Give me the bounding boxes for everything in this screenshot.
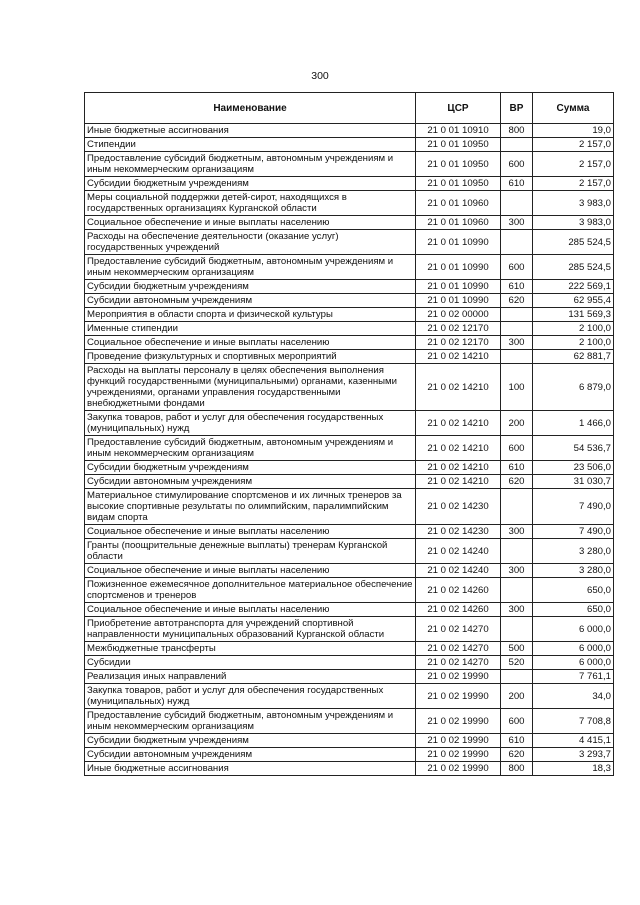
row-csr-cell: 21 0 02 14210 bbox=[416, 475, 501, 489]
row-sum-cell: 2 100,0 bbox=[533, 336, 614, 350]
row-sum-cell: 3 983,0 bbox=[533, 216, 614, 230]
header-vr: ВР bbox=[501, 93, 533, 124]
row-csr-cell: 21 0 01 10960 bbox=[416, 216, 501, 230]
table-row bbox=[85, 436, 614, 461]
row-name-cell: Расходы на обеспечение деятельности (оказание услуг) государственных учреждений bbox=[85, 230, 416, 255]
table-row bbox=[85, 191, 614, 216]
row-csr-cell: 21 0 01 10950 bbox=[416, 152, 501, 177]
row-csr-cell: 21 0 02 14260 bbox=[416, 603, 501, 617]
row-sum-cell: 2 157,0 bbox=[533, 177, 614, 191]
row-csr-cell: 21 0 01 10990 bbox=[416, 230, 501, 255]
table-row bbox=[85, 138, 614, 152]
row-sum-cell: 7 490,0 bbox=[533, 489, 614, 525]
table-row bbox=[85, 255, 614, 280]
row-vr-cell: 620 bbox=[501, 748, 533, 762]
row-vr-cell: 100 bbox=[501, 364, 533, 411]
row-name-cell: Субсидии бюджетным учреждениям bbox=[85, 734, 416, 748]
table-row bbox=[85, 564, 614, 578]
row-name-cell: Субсидии автономным учреждениям bbox=[85, 748, 416, 762]
row-vr-cell: 520 bbox=[501, 656, 533, 670]
row-name-cell: Предоставление субсидий бюджетным, автономным учреждениям и иным некоммерческим организациям bbox=[85, 436, 416, 461]
row-sum-cell: 3 280,0 bbox=[533, 564, 614, 578]
row-vr-cell bbox=[501, 350, 533, 364]
row-name-cell: Меры социальной поддержки детей-сирот, находящихся в государственных организациях Курганской области bbox=[85, 191, 416, 216]
row-sum-cell: 222 569,1 bbox=[533, 280, 614, 294]
row-name-cell: Закупка товаров, работ и услуг для обеспечения государственных (муниципальных) нужд bbox=[85, 411, 416, 436]
row-csr-cell: 21 0 01 10990 bbox=[416, 294, 501, 308]
row-vr-cell: 800 bbox=[501, 762, 533, 776]
row-vr-cell: 600 bbox=[501, 709, 533, 734]
row-sum-cell: 1 466,0 bbox=[533, 411, 614, 436]
row-sum-cell: 285 524,5 bbox=[533, 255, 614, 280]
table-row bbox=[85, 762, 614, 776]
header-sum: Сумма bbox=[533, 93, 614, 124]
row-csr-cell: 21 0 02 14270 bbox=[416, 617, 501, 642]
table-row bbox=[85, 364, 614, 411]
table-row bbox=[85, 539, 614, 564]
row-vr-cell bbox=[501, 578, 533, 603]
table-row bbox=[85, 642, 614, 656]
row-name-cell: Субсидии автономным учреждениям bbox=[85, 475, 416, 489]
row-sum-cell: 2 157,0 bbox=[533, 138, 614, 152]
table-row bbox=[85, 336, 614, 350]
row-sum-cell: 7 708,8 bbox=[533, 709, 614, 734]
row-csr-cell: 21 0 02 19990 bbox=[416, 709, 501, 734]
row-vr-cell: 610 bbox=[501, 177, 533, 191]
row-name-cell: Субсидии bbox=[85, 656, 416, 670]
row-vr-cell bbox=[501, 617, 533, 642]
row-vr-cell: 600 bbox=[501, 152, 533, 177]
row-vr-cell bbox=[501, 489, 533, 525]
table-row bbox=[85, 578, 614, 603]
table-header-row bbox=[85, 93, 614, 124]
row-vr-cell: 300 bbox=[501, 564, 533, 578]
row-name-cell: Социальное обеспечение и иные выплаты населению bbox=[85, 525, 416, 539]
row-sum-cell: 650,0 bbox=[533, 578, 614, 603]
row-vr-cell bbox=[501, 539, 533, 564]
row-vr-cell bbox=[501, 191, 533, 216]
row-vr-cell: 200 bbox=[501, 411, 533, 436]
row-name-cell: Иные бюджетные ассигнования bbox=[85, 762, 416, 776]
row-name-cell: Именные стипендии bbox=[85, 322, 416, 336]
row-csr-cell: 21 0 02 19990 bbox=[416, 684, 501, 709]
row-csr-cell: 21 0 02 14210 bbox=[416, 350, 501, 364]
row-sum-cell: 650,0 bbox=[533, 603, 614, 617]
row-sum-cell: 19,0 bbox=[533, 124, 614, 138]
table-row bbox=[85, 308, 614, 322]
table-row bbox=[85, 748, 614, 762]
row-name-cell: Субсидии бюджетным учреждениям bbox=[85, 461, 416, 475]
table-row bbox=[85, 280, 614, 294]
table-row bbox=[85, 734, 614, 748]
row-csr-cell: 21 0 02 19990 bbox=[416, 670, 501, 684]
row-name-cell: Социальное обеспечение и иные выплаты населению bbox=[85, 216, 416, 230]
table-row bbox=[85, 684, 614, 709]
budget-table bbox=[84, 92, 614, 776]
table-row bbox=[85, 294, 614, 308]
row-csr-cell: 21 0 01 10990 bbox=[416, 280, 501, 294]
row-csr-cell: 21 0 02 14230 bbox=[416, 489, 501, 525]
row-vr-cell bbox=[501, 670, 533, 684]
row-sum-cell: 3 293,7 bbox=[533, 748, 614, 762]
row-csr-cell: 21 0 02 12170 bbox=[416, 336, 501, 350]
row-vr-cell: 620 bbox=[501, 475, 533, 489]
row-sum-cell: 6 000,0 bbox=[533, 656, 614, 670]
row-name-cell: Социальное обеспечение и иные выплаты населению bbox=[85, 336, 416, 350]
table-row bbox=[85, 617, 614, 642]
row-vr-cell bbox=[501, 322, 533, 336]
table-row bbox=[85, 475, 614, 489]
table-body bbox=[85, 124, 614, 776]
row-vr-cell: 300 bbox=[501, 525, 533, 539]
row-name-cell: Предоставление субсидий бюджетным, автономным учреждениям и иным некоммерческим организациям bbox=[85, 255, 416, 280]
row-csr-cell: 21 0 02 14270 bbox=[416, 656, 501, 670]
row-name-cell: Предоставление субсидий бюджетным, автономным учреждениям и иным некоммерческим организациям bbox=[85, 152, 416, 177]
table-row bbox=[85, 411, 614, 436]
row-csr-cell: 21 0 02 12170 bbox=[416, 322, 501, 336]
table-row bbox=[85, 230, 614, 255]
row-csr-cell: 21 0 02 00000 bbox=[416, 308, 501, 322]
header-csr: ЦСР bbox=[416, 93, 501, 124]
row-sum-cell: 2 157,0 bbox=[533, 152, 614, 177]
row-name-cell: Субсидии автономным учреждениям bbox=[85, 294, 416, 308]
row-vr-cell bbox=[501, 230, 533, 255]
row-vr-cell: 600 bbox=[501, 436, 533, 461]
table-row bbox=[85, 603, 614, 617]
row-vr-cell: 200 bbox=[501, 684, 533, 709]
row-sum-cell: 62 881,7 bbox=[533, 350, 614, 364]
row-vr-cell: 600 bbox=[501, 255, 533, 280]
table-row bbox=[85, 709, 614, 734]
row-sum-cell: 62 955,4 bbox=[533, 294, 614, 308]
row-sum-cell: 6 000,0 bbox=[533, 617, 614, 642]
row-csr-cell: 21 0 02 14260 bbox=[416, 578, 501, 603]
table-row bbox=[85, 152, 614, 177]
row-vr-cell: 300 bbox=[501, 336, 533, 350]
row-csr-cell: 21 0 01 10960 bbox=[416, 191, 501, 216]
row-csr-cell: 21 0 02 14210 bbox=[416, 364, 501, 411]
row-name-cell: Реализация иных направлений bbox=[85, 670, 416, 684]
row-sum-cell: 131 569,3 bbox=[533, 308, 614, 322]
row-vr-cell bbox=[501, 138, 533, 152]
row-csr-cell: 21 0 02 14270 bbox=[416, 642, 501, 656]
row-vr-cell: 610 bbox=[501, 280, 533, 294]
row-sum-cell: 34,0 bbox=[533, 684, 614, 709]
row-sum-cell: 7 490,0 bbox=[533, 525, 614, 539]
table-row bbox=[85, 350, 614, 364]
row-sum-cell: 3 983,0 bbox=[533, 191, 614, 216]
page-number: 300 bbox=[311, 70, 329, 82]
row-vr-cell: 620 bbox=[501, 294, 533, 308]
table-row bbox=[85, 216, 614, 230]
row-csr-cell: 21 0 02 14210 bbox=[416, 436, 501, 461]
row-sum-cell: 18,3 bbox=[533, 762, 614, 776]
row-name-cell: Межбюджетные трансферты bbox=[85, 642, 416, 656]
row-csr-cell: 21 0 02 14210 bbox=[416, 461, 501, 475]
row-name-cell: Стипендии bbox=[85, 138, 416, 152]
row-name-cell: Субсидии бюджетным учреждениям bbox=[85, 177, 416, 191]
row-csr-cell: 21 0 02 19990 bbox=[416, 748, 501, 762]
row-vr-cell: 610 bbox=[501, 461, 533, 475]
row-sum-cell: 2 100,0 bbox=[533, 322, 614, 336]
row-csr-cell: 21 0 02 14240 bbox=[416, 564, 501, 578]
row-csr-cell: 21 0 01 10910 bbox=[416, 124, 501, 138]
row-vr-cell: 610 bbox=[501, 734, 533, 748]
row-csr-cell: 21 0 02 14240 bbox=[416, 539, 501, 564]
row-name-cell: Приобретение автотранспорта для учреждений спортивной направленности муниципальных образований Курганской области bbox=[85, 617, 416, 642]
table-row bbox=[85, 461, 614, 475]
row-name-cell: Предоставление субсидий бюджетным, автономным учреждениям и иным некоммерческим организациям bbox=[85, 709, 416, 734]
row-sum-cell: 6 000,0 bbox=[533, 642, 614, 656]
row-sum-cell: 4 415,1 bbox=[533, 734, 614, 748]
row-name-cell: Иные бюджетные ассигнования bbox=[85, 124, 416, 138]
row-vr-cell: 300 bbox=[501, 216, 533, 230]
row-sum-cell: 54 536,7 bbox=[533, 436, 614, 461]
row-vr-cell: 300 bbox=[501, 603, 533, 617]
row-sum-cell: 23 506,0 bbox=[533, 461, 614, 475]
table-row bbox=[85, 124, 614, 138]
row-csr-cell: 21 0 01 10950 bbox=[416, 138, 501, 152]
table-row bbox=[85, 489, 614, 525]
row-csr-cell: 21 0 02 14210 bbox=[416, 411, 501, 436]
row-vr-cell: 800 bbox=[501, 124, 533, 138]
row-sum-cell: 6 879,0 bbox=[533, 364, 614, 411]
row-csr-cell: 21 0 01 10990 bbox=[416, 255, 501, 280]
row-csr-cell: 21 0 02 19990 bbox=[416, 762, 501, 776]
table-row bbox=[85, 670, 614, 684]
row-name-cell: Мероприятия в области спорта и физической культуры bbox=[85, 308, 416, 322]
row-name-cell: Расходы на выплаты персоналу в целях обеспечения выполнения функций государственными (муниципальными) органами, казенными учреждениями, органами управления государственными внебюджетными фондами bbox=[85, 364, 416, 411]
row-csr-cell: 21 0 02 19990 bbox=[416, 734, 501, 748]
row-name-cell: Материальное стимулирование спортсменов и их личных тренеров за высокие спортивные результаты по олимпийским, паралимпийским видам спорта bbox=[85, 489, 416, 525]
row-name-cell: Закупка товаров, работ и услуг для обеспечения государственных (муниципальных) нужд bbox=[85, 684, 416, 709]
table-row bbox=[85, 177, 614, 191]
row-csr-cell: 21 0 02 14230 bbox=[416, 525, 501, 539]
row-sum-cell: 285 524,5 bbox=[533, 230, 614, 255]
row-name-cell: Пожизненное ежемесячное дополнительное материальное обеспечение спортсменов и тренеров bbox=[85, 578, 416, 603]
row-vr-cell bbox=[501, 308, 533, 322]
table-row bbox=[85, 656, 614, 670]
row-sum-cell: 3 280,0 bbox=[533, 539, 614, 564]
table-row bbox=[85, 525, 614, 539]
row-vr-cell: 500 bbox=[501, 642, 533, 656]
row-csr-cell: 21 0 01 10950 bbox=[416, 177, 501, 191]
row-name-cell: Проведение физкультурных и спортивных мероприятий bbox=[85, 350, 416, 364]
row-name-cell: Гранты (поощрительные денежные выплаты) тренерам Курганской области bbox=[85, 539, 416, 564]
row-name-cell: Субсидии бюджетным учреждениям bbox=[85, 280, 416, 294]
row-sum-cell: 7 761,1 bbox=[533, 670, 614, 684]
header-name: Наименование bbox=[85, 93, 416, 124]
row-name-cell: Социальное обеспечение и иные выплаты населению bbox=[85, 564, 416, 578]
table-row bbox=[85, 322, 614, 336]
row-name-cell: Социальное обеспечение и иные выплаты населению bbox=[85, 603, 416, 617]
row-sum-cell: 31 030,7 bbox=[533, 475, 614, 489]
